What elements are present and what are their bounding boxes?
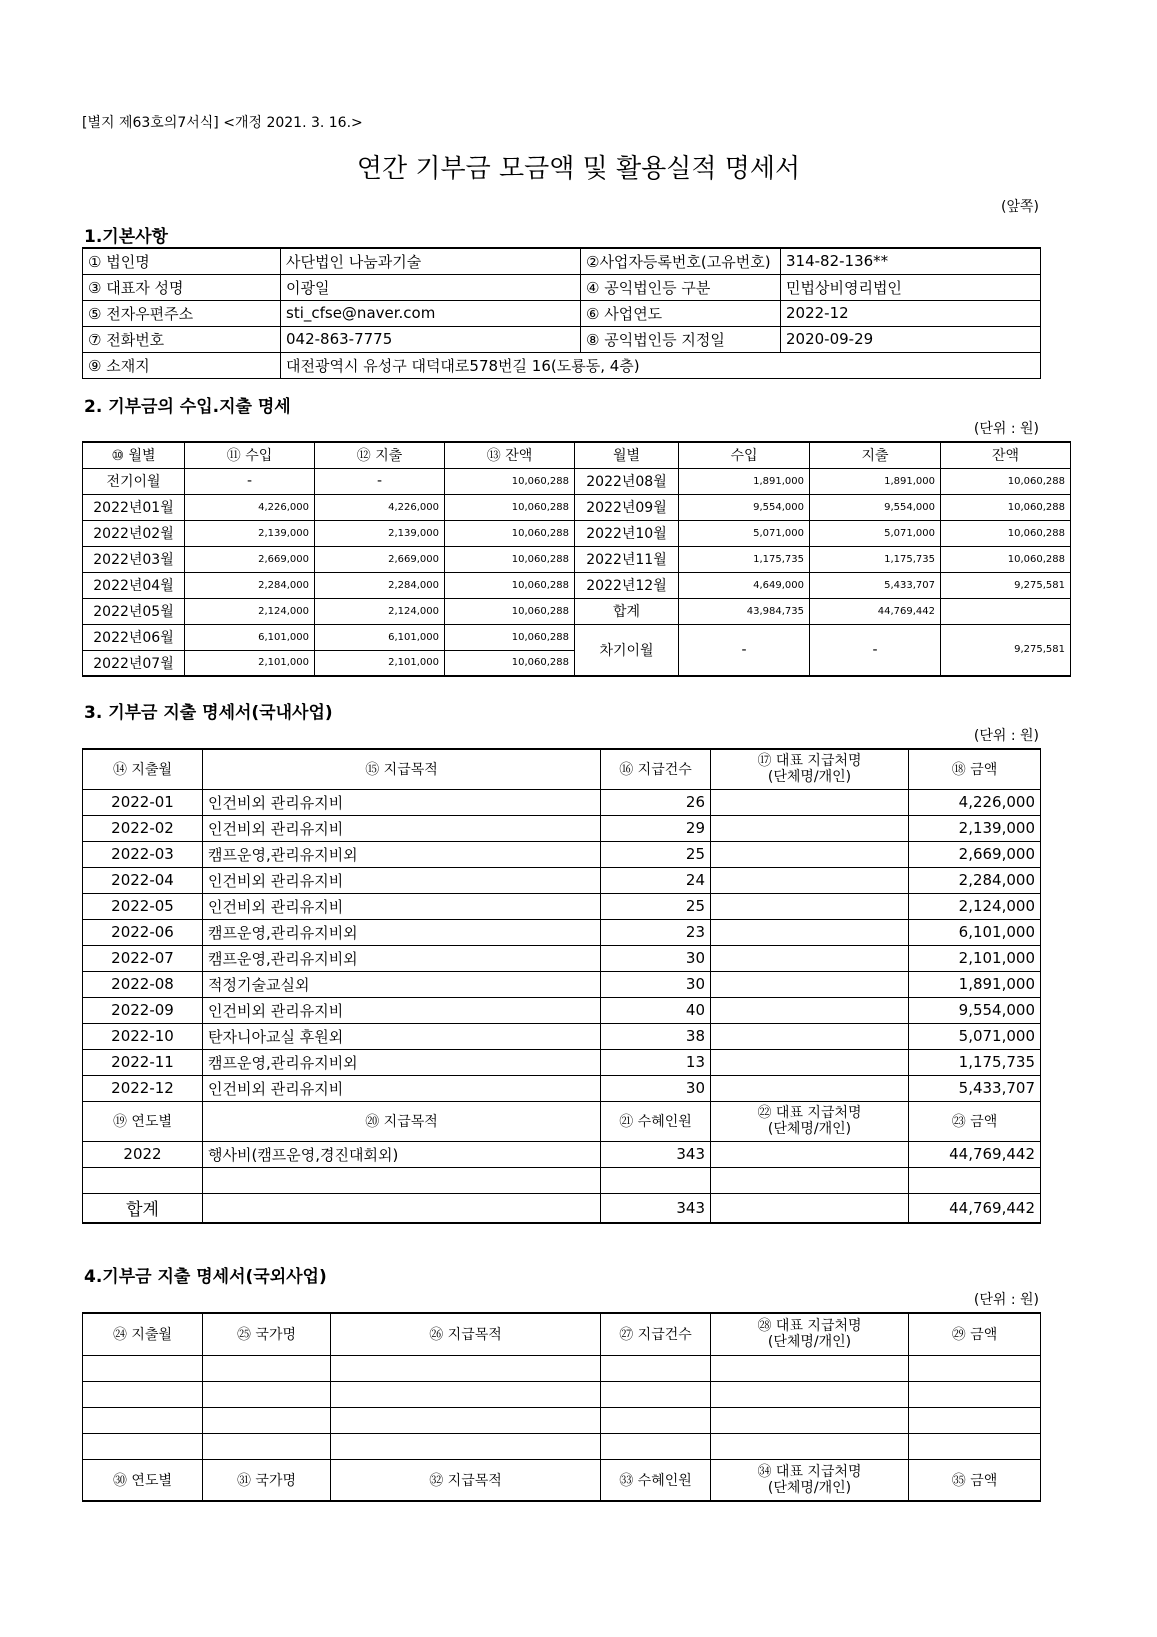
column-header: 잔액 [941, 442, 1071, 468]
count-cell: 29 [601, 815, 711, 841]
amount-cell: 44,769,442 [909, 1141, 1041, 1167]
amount-cell: 5,433,707 [909, 1075, 1041, 1101]
expense-row [83, 919, 1041, 945]
expense-cell: 1,891,000 [810, 468, 941, 494]
count-cell: 30 [601, 971, 711, 997]
payee-header: ㉞ 대표 지급처명 [757, 1463, 862, 1480]
info-value: 2022-12 [781, 300, 1041, 326]
info-value: 사단법인 나눔과기술 [281, 248, 581, 274]
income-cell: 2,101,000 [185, 650, 315, 676]
amount-cell: 2,101,000 [909, 945, 1041, 971]
expense-row [83, 841, 1041, 867]
amount-cell: 1,175,735 [909, 1049, 1041, 1075]
amount-cell: 9,554,000 [909, 997, 1041, 1023]
purpose-cell: 인건비외 관리유지비 [203, 867, 601, 893]
month-row [83, 598, 1071, 624]
empty-cell [83, 1407, 203, 1433]
column-header: ㉖ 지급목적 [331, 1313, 601, 1355]
page-title: 연간 기부금 모금액 및 활용실적 명세서 [356, 154, 801, 184]
empty-cell [83, 1433, 203, 1459]
column-header: ⑱ 금액 [909, 749, 1041, 789]
payee-subheader: (단체명/개인) [767, 1479, 852, 1496]
income-cell: 2,124,000 [185, 598, 315, 624]
info-value: 314-82-136** [781, 248, 1041, 274]
expense-row [83, 893, 1041, 919]
expense-cell: 2,139,000 [315, 520, 445, 546]
empty-cell [909, 1167, 1041, 1193]
column-header: ㉟ 금액 [909, 1459, 1041, 1501]
empty-cell [601, 1355, 711, 1381]
domestic-expense-table [82, 748, 1041, 1224]
count-cell: 38 [601, 1023, 711, 1049]
month-cell: 2022-10 [83, 1023, 203, 1049]
column-header: ㉗ 지급건수 [601, 1313, 711, 1355]
basic-info-table [82, 247, 1041, 379]
column-header: ⑪ 수입 [185, 442, 315, 468]
empty-cell [331, 1433, 601, 1459]
empty-cell [711, 1355, 909, 1381]
month-cell: 2022-11 [83, 1049, 203, 1075]
info-row [83, 300, 1041, 326]
month-cell: 2022-07 [83, 945, 203, 971]
amount-cell: 5,071,000 [909, 1023, 1041, 1049]
carry-over-expense: - [810, 624, 941, 676]
month-cell: 2022-01 [83, 789, 203, 815]
empty-cell [203, 1407, 331, 1433]
empty-cell [331, 1381, 601, 1407]
empty-row [83, 1433, 1041, 1459]
purpose-cell: 행사비(캠프운영,경진대회외) [203, 1141, 601, 1167]
count-cell: 25 [601, 841, 711, 867]
income-cell: 1,175,735 [679, 546, 810, 572]
empty-row [83, 1407, 1041, 1433]
empty-cell [203, 1433, 331, 1459]
beneficiaries-cell: 343 [601, 1141, 711, 1167]
section1-heading: 1.기본사항 [84, 227, 168, 247]
empty-cell [711, 1381, 909, 1407]
month-cell: 2022-02 [83, 815, 203, 841]
empty-cell [909, 1381, 1041, 1407]
column-header: ⑫ 지출 [315, 442, 445, 468]
amount-cell: 4,226,000 [909, 789, 1041, 815]
count-cell: 26 [601, 789, 711, 815]
info-label: ⑥ 사업연도 [581, 300, 781, 326]
balance-cell: 10,060,288 [445, 468, 575, 494]
empty-row [83, 1381, 1041, 1407]
expense-cell: 2,101,000 [315, 650, 445, 676]
count-cell: 30 [601, 1075, 711, 1101]
empty-cell [711, 1167, 909, 1193]
empty-cell [601, 1381, 711, 1407]
purpose-cell: 인건비외 관리유지비 [203, 789, 601, 815]
column-header: 지출 [810, 442, 941, 468]
info-label: ②사업자등록번호(고유번호) [581, 248, 781, 274]
section3-heading: 3. 기부금 지출 명세서(국내사업) [84, 703, 333, 723]
payee-cell [711, 815, 909, 841]
month-cell: 2022년11월 [575, 546, 679, 572]
expense-cell: 5,433,707 [810, 572, 941, 598]
amount-cell: 2,124,000 [909, 893, 1041, 919]
month-cell: 2022년01월 [83, 494, 185, 520]
column-header: ⑩ 월별 [83, 442, 185, 468]
header-row [83, 1101, 1041, 1141]
expense-row [83, 971, 1041, 997]
purpose-cell: 캠프운영,관리유지비외 [203, 945, 601, 971]
month-cell: 2022년07월 [83, 650, 185, 676]
expense-row [83, 815, 1041, 841]
empty-cell [909, 1433, 1041, 1459]
month-cell: 2022-04 [83, 867, 203, 893]
month-cell: 2022-08 [83, 971, 203, 997]
info-label: ③ 대표자 성명 [83, 274, 281, 300]
empty-cell [203, 1355, 331, 1381]
income-cell: 4,226,000 [185, 494, 315, 520]
column-header: ⑯ 지급건수 [601, 749, 711, 789]
column-header: ㉝ 수혜인원 [601, 1459, 711, 1501]
month-row [83, 546, 1071, 572]
purpose-cell: 인건비외 관리유지비 [203, 815, 601, 841]
purpose-cell: 캠프운영,관리유지비외 [203, 841, 601, 867]
empty-cell [601, 1433, 711, 1459]
unit-label: (단위 : 원) [973, 421, 1039, 437]
payee-cell [711, 945, 909, 971]
column-header [711, 749, 909, 789]
month-cell: 전기이월 [83, 468, 185, 494]
address-value: 대전광역시 유성구 대덕대로578번길 16(도룡동, 4층) [281, 352, 1041, 378]
balance-cell: 10,060,288 [445, 624, 575, 650]
purpose-cell: 인건비외 관리유지비 [203, 1075, 601, 1101]
total-count: 343 [601, 1193, 711, 1223]
empty-cell [909, 1407, 1041, 1433]
income-cell: 5,071,000 [679, 520, 810, 546]
empty-cell [83, 1167, 203, 1193]
column-header: 월별 [575, 442, 679, 468]
empty-cell [83, 1355, 203, 1381]
month-cell: 2022년05월 [83, 598, 185, 624]
form-reference: [별지 제63호의7서식] <개정 2021. 3. 16.> [82, 115, 363, 131]
balance-cell [941, 598, 1071, 624]
expense-cell: - [315, 468, 445, 494]
column-header: ⑭ 지출월 [83, 749, 203, 789]
balance-cell: 10,060,288 [941, 546, 1071, 572]
column-header: ㉕ 국가명 [203, 1313, 331, 1355]
payee-header: ⑰ 대표 지급처명 [757, 753, 862, 770]
column-header: ㉛ 국가명 [203, 1459, 331, 1501]
month-row [83, 468, 1071, 494]
expense-cell: 2,669,000 [315, 546, 445, 572]
header-row [83, 442, 1071, 468]
income-cell: 2,139,000 [185, 520, 315, 546]
payee-cell [711, 1023, 909, 1049]
count-cell: 13 [601, 1049, 711, 1075]
payee-header: ㉒ 대표 지급처명 [757, 1105, 862, 1121]
income-cell: 9,554,000 [679, 494, 810, 520]
expense-row [83, 997, 1041, 1023]
payee-cell [711, 893, 909, 919]
header-row [83, 749, 1041, 789]
month-row [83, 624, 1071, 650]
empty-cell [711, 1193, 909, 1223]
carry-over-income: - [679, 624, 810, 676]
month-cell: 2022-09 [83, 997, 203, 1023]
expense-cell: 1,175,735 [810, 546, 941, 572]
month-cell: 2022년12월 [575, 572, 679, 598]
month-cell: 2022년06월 [83, 624, 185, 650]
balance-cell: 10,060,288 [445, 520, 575, 546]
expense-cell: 4,226,000 [315, 494, 445, 520]
empty-cell [711, 1433, 909, 1459]
count-cell: 23 [601, 919, 711, 945]
amount-cell: 6,101,000 [909, 919, 1041, 945]
column-header: 수입 [679, 442, 810, 468]
info-label: ① 법인명 [83, 248, 281, 274]
empty-cell [203, 1193, 601, 1223]
column-header: ⑲ 연도별 [83, 1101, 203, 1141]
payee-cell [711, 1049, 909, 1075]
empty-cell [711, 1407, 909, 1433]
empty-cell [203, 1381, 331, 1407]
payee-cell [711, 1075, 909, 1101]
amount-cell: 2,284,000 [909, 867, 1041, 893]
empty-cell [601, 1167, 711, 1193]
month-cell: 2022-06 [83, 919, 203, 945]
payee-subheader: (단체명/개인) [767, 769, 852, 786]
balance-cell: 9,275,581 [941, 572, 1071, 598]
month-row [83, 494, 1071, 520]
empty-cell [909, 1355, 1041, 1381]
empty-cell [83, 1381, 203, 1407]
month-cell: 2022-12 [83, 1075, 203, 1101]
column-header: ㉚ 연도별 [83, 1459, 203, 1501]
payee-subheader: (단체명/개인) [767, 1121, 852, 1137]
purpose-cell: 캠프운영,관리유지비외 [203, 919, 601, 945]
column-header: ㉙ 금액 [909, 1313, 1041, 1355]
payee-cell [711, 971, 909, 997]
carry-over-label: 차기이월 [575, 624, 679, 676]
income-cell: 4,649,000 [679, 572, 810, 598]
column-header: ⑬ 잔액 [445, 442, 575, 468]
info-label: ⑦ 전화번호 [83, 326, 281, 352]
info-row [83, 248, 1041, 274]
expense-cell: 6,101,000 [315, 624, 445, 650]
month-cell: 2022년04월 [83, 572, 185, 598]
amount-cell: 2,669,000 [909, 841, 1041, 867]
column-header: ⑳ 지급목적 [203, 1101, 601, 1141]
carry-over-balance: 9,275,581 [941, 624, 1071, 676]
empty-cell [331, 1407, 601, 1433]
purpose-cell: 캠프운영,관리유지비외 [203, 1049, 601, 1075]
income-expense-table [82, 441, 1071, 677]
month-cell: 2022-03 [83, 841, 203, 867]
balance-cell: 10,060,288 [445, 494, 575, 520]
month-cell: 2022년03월 [83, 546, 185, 572]
address-label: ⑨ 소재지 [83, 352, 281, 378]
income-cell: 43,984,735 [679, 598, 810, 624]
year-row [83, 1141, 1041, 1167]
payee-cell [711, 1141, 909, 1167]
info-row [83, 274, 1041, 300]
column-header: ㉓ 금액 [909, 1101, 1041, 1141]
count-cell: 40 [601, 997, 711, 1023]
income-cell: 2,669,000 [185, 546, 315, 572]
section2-heading: 2. 기부금의 수입.지출 명세 [84, 397, 291, 417]
month-row [83, 572, 1071, 598]
overseas-expense-table [82, 1312, 1041, 1502]
payee-cell [711, 997, 909, 1023]
income-cell: 1,891,000 [679, 468, 810, 494]
page-side-label: (앞쪽) [1001, 199, 1039, 215]
total-amount: 44,769,442 [909, 1193, 1041, 1223]
purpose-cell: 탄자니아교실 후원외 [203, 1023, 601, 1049]
year-cell: 2022 [83, 1141, 203, 1167]
count-cell: 24 [601, 867, 711, 893]
info-row [83, 326, 1041, 352]
month-cell: 2022년02월 [83, 520, 185, 546]
column-header: ㉜ 지급목적 [331, 1459, 601, 1501]
balance-cell: 10,060,288 [941, 520, 1071, 546]
income-cell: - [185, 468, 315, 494]
purpose-cell: 인건비외 관리유지비 [203, 893, 601, 919]
expense-row [83, 789, 1041, 815]
expense-row [83, 1023, 1041, 1049]
balance-cell: 10,060,288 [445, 572, 575, 598]
total-label: 합계 [83, 1193, 203, 1223]
expense-cell: 2,124,000 [315, 598, 445, 624]
payee-cell [711, 867, 909, 893]
expense-cell: 2,284,000 [315, 572, 445, 598]
count-cell: 30 [601, 945, 711, 971]
info-label: ⑧ 공익법인등 지정일 [581, 326, 781, 352]
count-cell: 25 [601, 893, 711, 919]
income-cell: 2,284,000 [185, 572, 315, 598]
column-header: ㉑ 수혜인원 [601, 1101, 711, 1141]
empty-cell [331, 1355, 601, 1381]
column-header [711, 1313, 909, 1355]
header-row [83, 1313, 1041, 1355]
month-cell: 2022-05 [83, 893, 203, 919]
expense-row [83, 945, 1041, 971]
balance-cell: 10,060,288 [445, 650, 575, 676]
payee-cell [711, 841, 909, 867]
column-header [711, 1459, 909, 1501]
balance-cell: 10,060,288 [445, 546, 575, 572]
expense-cell: 44,769,442 [810, 598, 941, 624]
info-value: 이광일 [281, 274, 581, 300]
total-row [83, 1193, 1041, 1223]
payee-header: ㉘ 대표 지급처명 [757, 1318, 862, 1335]
balance-cell: 10,060,288 [941, 494, 1071, 520]
info-value: 민법상비영리법인 [781, 274, 1041, 300]
info-value: 042-863-7775 [281, 326, 581, 352]
empty-row [83, 1167, 1041, 1193]
info-row [83, 352, 1041, 378]
month-row [83, 520, 1071, 546]
month-cell: 2022년09월 [575, 494, 679, 520]
balance-cell: 10,060,288 [445, 598, 575, 624]
info-value: 2020-09-29 [781, 326, 1041, 352]
expense-row [83, 1049, 1041, 1075]
month-cell: 2022년08월 [575, 468, 679, 494]
income-cell: 6,101,000 [185, 624, 315, 650]
info-value: sti_cfse@naver.com [281, 300, 581, 326]
month-cell: 합계 [575, 598, 679, 624]
purpose-cell: 적정기술교실외 [203, 971, 601, 997]
info-label: ⑤ 전자우편주소 [83, 300, 281, 326]
column-header: ⑮ 지급목적 [203, 749, 601, 789]
info-label: ④ 공익법인등 구분 [581, 274, 781, 300]
header-row [83, 1459, 1041, 1501]
unit-label: (단위 : 원) [973, 1292, 1039, 1308]
balance-cell: 10,060,288 [941, 468, 1071, 494]
expense-cell: 9,554,000 [810, 494, 941, 520]
amount-cell: 2,139,000 [909, 815, 1041, 841]
purpose-cell: 인건비외 관리유지비 [203, 997, 601, 1023]
expense-cell: 5,071,000 [810, 520, 941, 546]
expense-row [83, 867, 1041, 893]
month-cell: 2022년10월 [575, 520, 679, 546]
payee-cell [711, 919, 909, 945]
column-header [711, 1101, 909, 1141]
unit-label: (단위 : 원) [973, 728, 1039, 744]
expense-row [83, 1075, 1041, 1101]
column-header: ㉔ 지출월 [83, 1313, 203, 1355]
amount-cell: 1,891,000 [909, 971, 1041, 997]
empty-cell [203, 1167, 601, 1193]
payee-subheader: (단체명/개인) [767, 1334, 852, 1351]
section4-heading: 4.기부금 지출 명세서(국외사업) [84, 1267, 327, 1287]
payee-cell [711, 789, 909, 815]
empty-cell [601, 1407, 711, 1433]
empty-row [83, 1355, 1041, 1381]
